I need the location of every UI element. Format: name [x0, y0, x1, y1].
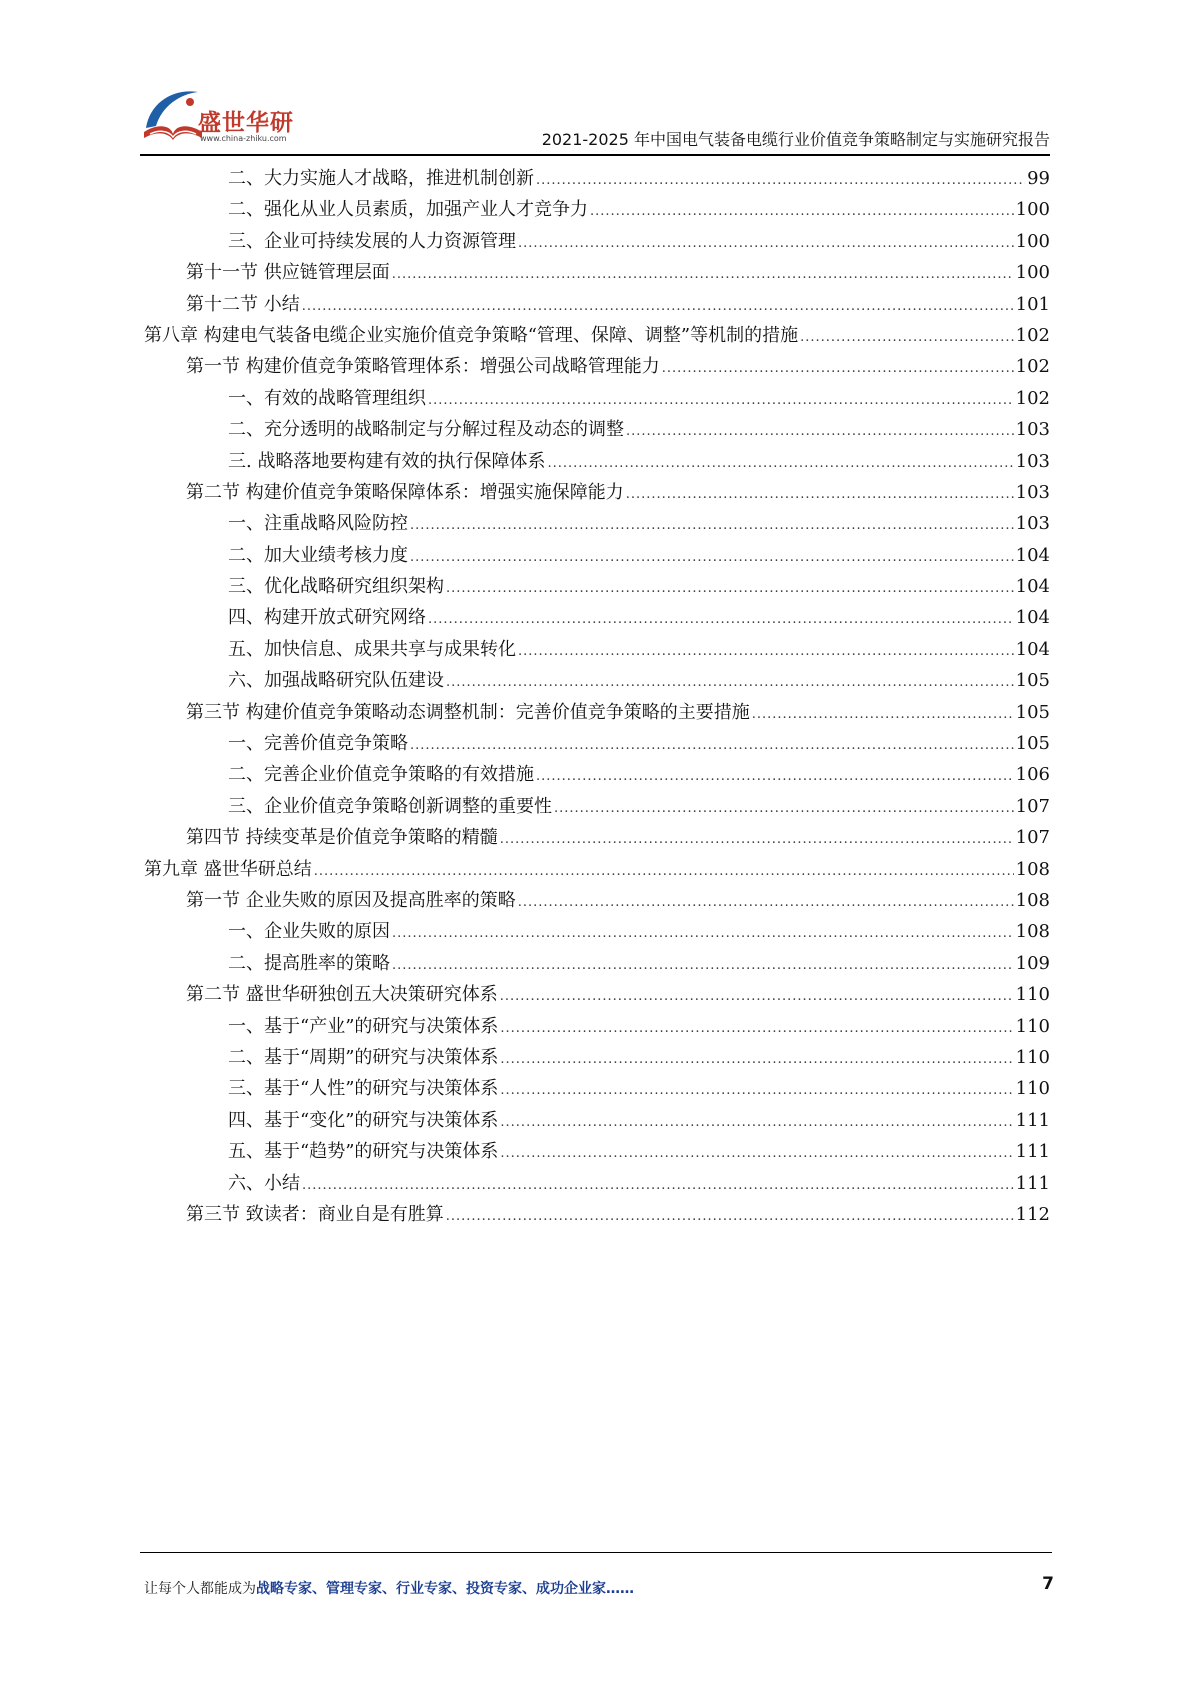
- toc-leader-dots: [302, 291, 1014, 322]
- toc-entry-page: 110: [1015, 1046, 1050, 1068]
- toc-entry-page: 112: [1015, 1203, 1050, 1225]
- toc-leader-dots: [392, 918, 1014, 949]
- toc-entry[interactable]: [144, 948, 1050, 979]
- toc-entry-title: 二、充分透明的战略制定与分解过程及动态的调整: [228, 419, 624, 441]
- toc-entry-page: 102: [1015, 324, 1050, 346]
- toc-entry[interactable]: [144, 759, 1050, 790]
- toc-entry-page: 100: [1015, 199, 1050, 221]
- toc-entry-page: 105: [1015, 670, 1050, 692]
- toc-entry[interactable]: [144, 979, 1050, 1010]
- toc-entry-title: 一、注重战略风险防控: [228, 513, 408, 535]
- toc-entry-page: 108: [1015, 889, 1050, 911]
- toc-entry[interactable]: [144, 665, 1050, 696]
- toc-entry-page: 103: [1015, 419, 1050, 441]
- toc-entry-page: 110: [1015, 1078, 1050, 1100]
- toc-entry-page: 109: [1015, 952, 1050, 974]
- toc-leader-dots: [500, 1075, 1013, 1106]
- toc-entry[interactable]: [144, 477, 1050, 508]
- toc-entry[interactable]: [144, 1073, 1050, 1104]
- toc-entry-page: 99: [1027, 168, 1050, 189]
- toc-entry-title: 第十一节 供应链管理层面: [186, 262, 390, 284]
- toc-entry-page: 100: [1015, 230, 1050, 252]
- toc-entry-title: 二、完善企业价值竞争策略的有效措施: [228, 764, 534, 786]
- toc-entry-page: 102: [1015, 387, 1050, 409]
- toc-entry[interactable]: [144, 571, 1050, 602]
- toc-leader-dots: [518, 887, 1014, 918]
- report-title: 2021-2025 年中国电气装备电缆行业价值竞争策略制定与实施研究报告: [541, 130, 1050, 149]
- toc-leader-dots: [536, 165, 1025, 196]
- slogan-prefix: 让每个人都能成为: [144, 1581, 256, 1597]
- toc-leader-dots: [500, 981, 1014, 1012]
- toc-entry[interactable]: [144, 1199, 1050, 1230]
- page-number: 7: [1042, 1574, 1054, 1594]
- toc-entry-title: 二、基于“周期”的研究与决策体系: [228, 1046, 499, 1068]
- toc-entry-page: 104: [1015, 576, 1050, 598]
- toc-entry-title: 一、基于“产业”的研究与决策体系: [228, 1015, 499, 1037]
- toc-entry-title: 二、加大业绩考核力度: [228, 544, 408, 566]
- toc-entry-page: 104: [1015, 544, 1050, 566]
- toc-entry[interactable]: [144, 351, 1050, 382]
- toc-entry[interactable]: [144, 446, 1050, 477]
- toc-entry[interactable]: [144, 885, 1050, 916]
- toc-leader-dots: [428, 604, 1014, 635]
- toc-entry[interactable]: [144, 602, 1050, 633]
- toc-entry-page: 100: [1015, 262, 1050, 284]
- toc-entry-title: 六、加强战略研究队伍建设: [228, 670, 444, 692]
- toc-entry-title: 三、企业价值竞争策略创新调整的重要性: [228, 795, 552, 817]
- toc-entry[interactable]: [144, 383, 1050, 414]
- toc-entry-title: 一、有效的战略管理组织: [228, 387, 426, 409]
- toc-entry[interactable]: [144, 540, 1050, 571]
- header-divider: [140, 154, 1050, 156]
- toc-entry[interactable]: [144, 728, 1050, 759]
- toc-entry-page: 110: [1015, 1015, 1050, 1037]
- toc-entry[interactable]: [144, 1168, 1050, 1199]
- toc-entry[interactable]: [144, 194, 1050, 225]
- page-header: [140, 82, 1050, 152]
- brand-name: 盛世华研: [198, 110, 294, 136]
- toc-entry-page: 101: [1015, 293, 1050, 315]
- toc-leader-dots: [500, 1044, 1013, 1075]
- toc-leader-dots: [500, 1138, 1013, 1169]
- toc-entry-title: 第十二节 小结: [186, 293, 300, 315]
- toc-entry-title: 第九章 盛世华研总结: [144, 858, 312, 880]
- toc-entry[interactable]: [144, 163, 1050, 194]
- toc-entry-title: 三、企业可持续发展的人力资源管理: [228, 230, 516, 252]
- toc-leader-dots: [428, 385, 1014, 416]
- toc-entry-title: 第一节 构建价值竞争策略管理体系：增强公司战略管理能力: [186, 356, 660, 378]
- toc-leader-dots: [410, 730, 1014, 761]
- toc-entry-page: 102: [1015, 356, 1050, 378]
- book-swoosh-logo-icon: [140, 84, 206, 146]
- toc-entry[interactable]: [144, 916, 1050, 947]
- toc-leader-dots: [518, 636, 1014, 667]
- toc-entry-page: 108: [1015, 921, 1050, 943]
- toc-entry[interactable]: [144, 854, 1050, 885]
- toc-entry-title: 第一节 企业失败的原因及提高胜率的策略: [186, 889, 516, 911]
- toc-leader-dots: [500, 1107, 1013, 1138]
- company-logo: [140, 82, 320, 148]
- toc-entry-title: 三、优化战略研究组织架构: [228, 576, 444, 598]
- toc-entry[interactable]: [144, 257, 1050, 288]
- toc-entry-title: 第二节 构建价值竞争策略保障体系：增强实施保障能力: [186, 481, 624, 503]
- toc-leader-dots: [410, 542, 1014, 573]
- toc-leader-dots: [800, 322, 1014, 353]
- toc-entry-page: 110: [1015, 984, 1050, 1006]
- toc-entry-page: 104: [1015, 607, 1050, 629]
- toc-entry-page: 108: [1015, 858, 1050, 880]
- footer-slogan: [144, 1578, 634, 1598]
- slogan-highlight: 战略专家、管理专家、行业专家、投资专家、成功企业家……: [256, 1581, 634, 1597]
- toc-entry-title: 第二节 盛世华研独创五大决策研究体系: [186, 984, 498, 1006]
- toc-leader-dots: [518, 228, 1014, 259]
- toc-entry[interactable]: [144, 791, 1050, 822]
- brand-url: www.china-zhiku.com: [200, 134, 287, 143]
- toc-leader-dots: [410, 510, 1014, 541]
- toc-entry-page: 111: [1015, 1172, 1050, 1194]
- toc-leader-dots: [590, 196, 1014, 227]
- toc-leader-dots: [626, 479, 1014, 510]
- toc-entry-page: 107: [1015, 795, 1050, 817]
- toc-entry-page: 105: [1015, 701, 1050, 723]
- toc-entry-title: 三. 战略落地要构建有效的执行保障体系: [228, 450, 546, 472]
- toc-entry-title: 三、基于“人性”的研究与决策体系: [228, 1078, 499, 1100]
- toc-entry-title: 第八章 构建电气装备电缆企业实施价值竞争策略“管理、保障、调整”等机制的措施: [144, 324, 799, 346]
- toc-entry-page: 111: [1015, 1109, 1050, 1131]
- toc-entry-title: 四、构建开放式研究网络: [228, 607, 426, 629]
- toc-leader-dots: [662, 353, 1014, 384]
- toc-entry-page: 103: [1015, 513, 1050, 535]
- toc-entry-title: 一、企业失败的原因: [228, 921, 390, 943]
- toc-leader-dots: [547, 448, 1013, 479]
- toc-entry[interactable]: [144, 1011, 1050, 1042]
- toc-entry-page: 104: [1015, 638, 1050, 660]
- toc-entry-page: 105: [1015, 733, 1050, 755]
- toc-entry-page: 106: [1015, 764, 1050, 786]
- toc-entry-page: 103: [1015, 481, 1050, 503]
- toc-leader-dots: [626, 416, 1014, 447]
- toc-entry[interactable]: [144, 508, 1050, 539]
- toc-entry-title: 二、大力实施人才战略，推进机制创新: [228, 168, 534, 189]
- toc-leader-dots: [446, 573, 1014, 604]
- toc-entry-title: 五、基于“趋势”的研究与决策体系: [228, 1141, 499, 1163]
- toc-entry[interactable]: [144, 289, 1050, 320]
- toc-entry[interactable]: [144, 634, 1050, 665]
- toc-entry-title: 二、强化从业人员素质，加强产业人才竞争力: [228, 199, 588, 221]
- toc-leader-dots: [500, 1013, 1013, 1044]
- toc-leader-dots: [446, 1201, 1014, 1232]
- toc-entry[interactable]: [144, 414, 1050, 445]
- toc-leader-dots: [500, 824, 1014, 855]
- toc-entry[interactable]: [144, 1042, 1050, 1073]
- toc-entry-title: 第三节 构建价值竞争策略动态调整机制：完善价值竞争策略的主要措施: [186, 701, 750, 723]
- toc-leader-dots: [314, 856, 1014, 887]
- toc-entry[interactable]: [144, 697, 1050, 728]
- toc-entry-title: 第三节 致读者：商业自是有胜算: [186, 1203, 444, 1225]
- toc-entry-title: 二、提高胜率的策略: [228, 952, 390, 974]
- table-of-contents: [144, 163, 1050, 1230]
- toc-entry[interactable]: [144, 822, 1050, 853]
- toc-leader-dots: [392, 259, 1014, 290]
- toc-leader-dots: [446, 667, 1014, 698]
- toc-entry-title: 第四节 持续变革是价值竞争策略的精髓: [186, 827, 498, 849]
- toc-entry-title: 六、小结: [228, 1172, 300, 1194]
- toc-entry[interactable]: [144, 226, 1050, 257]
- toc-leader-dots: [302, 1170, 1014, 1201]
- toc-entry-page: 103: [1015, 450, 1050, 472]
- toc-entry[interactable]: [144, 1105, 1050, 1136]
- toc-entry-page: 111: [1015, 1141, 1050, 1163]
- toc-entry-title: 一、完善价值竞争策略: [228, 733, 408, 755]
- toc-entry[interactable]: [144, 320, 1050, 351]
- toc-leader-dots: [392, 950, 1014, 981]
- toc-entry-title: 五、加快信息、成果共享与成果转化: [228, 638, 516, 660]
- toc-entry-title: 四、基于“变化”的研究与决策体系: [228, 1109, 499, 1131]
- footer-divider: [140, 1552, 1052, 1553]
- toc-leader-dots: [752, 699, 1014, 730]
- toc-entry[interactable]: [144, 1136, 1050, 1167]
- toc-entry-page: 107: [1015, 827, 1050, 849]
- toc-leader-dots: [554, 793, 1014, 824]
- toc-leader-dots: [536, 761, 1014, 792]
